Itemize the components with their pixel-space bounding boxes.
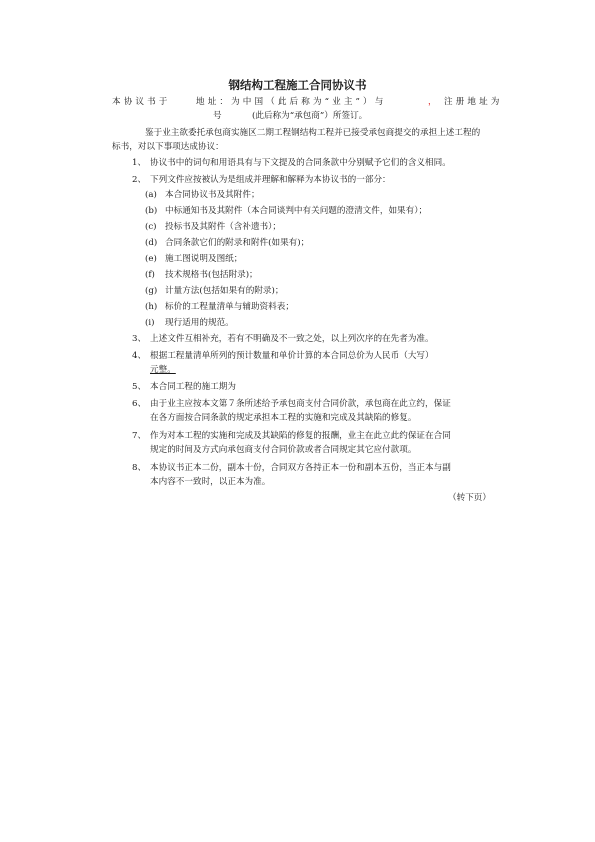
item-6-number: 6、 [132,399,147,409]
item-6-text-line-2: 在各方面按合同条款的规定承担本工程的实施和完成及其缺陷的修复。 [150,413,417,423]
subitem-a-label: (a) [145,190,157,200]
subitem-e-text: 施工图说明及图纸； [165,254,243,264]
intro-part-a: 本协议书于 [112,97,171,107]
subitem-d [145,237,309,249]
item-6 [132,398,451,410]
item-1-text: 协议书中的词句和用语具有与下文提及的合同条款中分别赋予它们的含义相同。 [150,158,451,168]
subitem-g-label: (g) [145,286,158,296]
item-4 [132,350,434,362]
subitem-c-label: (c) [145,222,157,232]
subitem-a-text: 本合同协议书及其附件； [165,190,260,200]
item-7-text-line-2: 规定的时间及方式向承包商支付合同价款或者合同规定其它应付款项。 [150,445,417,455]
item-2-number: 2、 [132,175,147,185]
subitem-b-label: (b) [145,206,158,216]
item-7-text-line-1: 作为对本工程的实施和完成及其缺陷的修复的报酬，业主在此立此约保证在合同 [150,431,451,441]
item-5-text: 本合同工程的施工期为 [150,382,236,392]
item-8 [132,462,451,474]
item-2 [132,174,391,186]
subitem-f [145,269,258,281]
item-8-text-line-1: 本协议书正本二份，副本十份，合同双方各持正本一份和副本五份，当正本与副 [150,463,451,473]
subitem-g [145,285,283,297]
item-4-text-line-2: 元整。 [150,365,176,375]
item-5 [132,381,236,393]
continued-note: （转下页） [448,493,491,503]
subitem-b [145,205,427,217]
item-2-text: 下列文件应按被认为是组成并理解和解释为本协议书的一部分： [150,175,391,185]
item-8-number: 8、 [132,463,147,473]
item-7 [132,430,451,442]
subitem-e-label: (e) [145,254,157,264]
item-4-text-line-1: 根据工程量清单所列的预计数量和单价计算的本合同总价为人民币（大写） [150,351,434,361]
item-1-number: 1、 [132,158,147,168]
intro-contractor-note: (此后称为“承包商”）所签订。 [252,111,368,121]
subitem-i [145,317,234,329]
subitem-i-label: (i) [145,318,155,328]
subitem-d-label: (d) [145,238,158,248]
subitem-f-label: (f) [145,270,155,280]
item-7-number: 7、 [132,431,147,441]
item-5-number: 5、 [132,382,147,392]
subitem-i-text: 现行适用的规范。 [165,318,234,328]
item-8-text-line-2: 本内容不一致时，以正本为准。 [150,477,271,487]
subitem-g-text: 计量方法(包括如果有的附录)； [165,286,284,296]
subitem-f-text: 技术规格书(包括附录)； [165,270,258,280]
intro-part-c: 注册地址为 [444,97,503,107]
subitem-c-text: 投标书及其附件（含补遗书）； [165,222,282,232]
document-title: 钢结构工程施工合同协议书 [228,78,367,92]
intro-red-mark: ， [428,97,437,107]
subitem-a [145,189,260,201]
item-3-text: 上述文件互相补充，若有不明确及不一致之处，以上列次序的在先者为准。 [150,334,434,344]
item-3 [132,333,434,345]
subitem-e [145,253,242,265]
intro-part-b: 地址：为中国（此后称为“业主”）与 [196,97,387,107]
item-4-number: 4、 [132,351,147,361]
item-1 [132,157,451,169]
subitem-h-text: 标价的工程量清单与辅助资料表； [165,302,294,312]
preamble-line-1: 鉴于业主欲委托承包商实施区二期工程钢结构工程并已接受承包商提交的承担上述工程的 [145,128,481,138]
item-6-text-line-1: 由于业主应按本文第７条所述给予承包商支付合同价款，承包商在此立约，保证 [150,399,451,409]
subitem-h-label: (h) [145,302,158,312]
subitem-h [145,301,294,313]
item-3-number: 3、 [132,334,147,344]
subitem-b-text: 中标通知书及其附件（本合同谈判中有关问题的澄清文件，如果有）； [165,206,428,216]
subitem-c [145,221,281,233]
preamble-line-2: 标书，对以下事项达成协议： [112,142,224,152]
intro-number-mark: 号 [213,111,222,121]
subitem-d-text: 合同条款它们的附录和附件(如果有)； [165,238,310,248]
